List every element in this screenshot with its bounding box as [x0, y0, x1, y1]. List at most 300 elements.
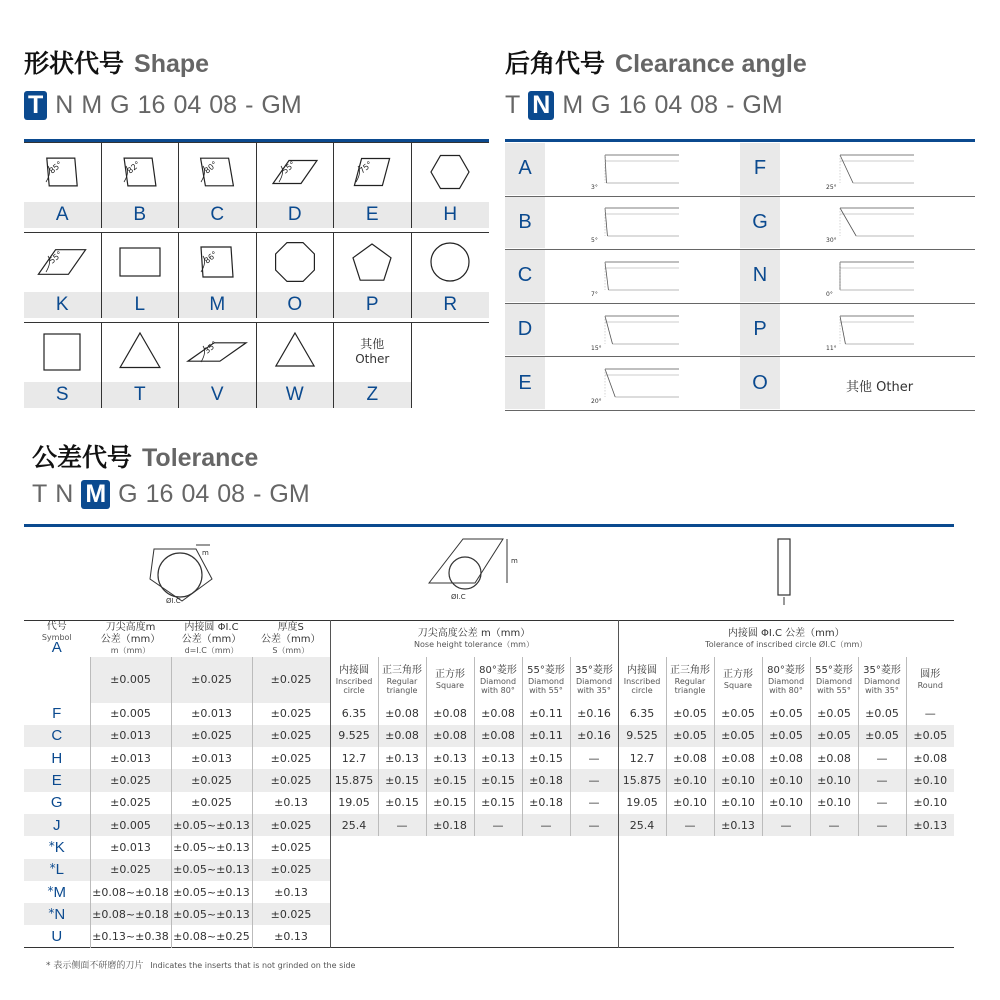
tolerance-title-en: Tolerance — [142, 444, 259, 472]
symbol-cell — [24, 881, 90, 903]
table-cell: ±0.025 — [252, 657, 330, 703]
clearance-letter: D — [505, 304, 545, 356]
symbol-text: G — [50, 794, 63, 812]
table-cell: ±0.025 — [252, 814, 330, 836]
table-cell: ±0.13~±0.38 — [90, 925, 171, 947]
clearance-letter: O — [740, 357, 780, 409]
symbol-text: H — [51, 749, 63, 767]
table-row — [24, 725, 954, 747]
clearance-title-en: Clearance angle — [615, 50, 807, 78]
header-cn: 正方形 — [723, 669, 753, 680]
header-en: Inscribed circle — [335, 676, 373, 695]
table-cell: ±0.025 — [252, 725, 330, 747]
shape-outline — [431, 243, 469, 281]
clearance-angle-icon — [591, 312, 681, 352]
table-cell: ±0.05 — [762, 703, 810, 725]
clearance-letter: B — [505, 197, 545, 249]
table-cell: — — [858, 792, 906, 814]
header-cn: 刀尖高度m 公差（mm） — [100, 622, 161, 646]
table-cell: ±0.05 — [810, 703, 858, 725]
shape-cell-label: P — [334, 292, 412, 318]
table-cell — [570, 881, 618, 903]
table-row — [24, 769, 954, 791]
table-cell — [378, 903, 426, 925]
tolerance-rule — [24, 524, 954, 527]
table-cell: ±0.15 — [426, 792, 474, 814]
code-part: 08 — [209, 91, 238, 119]
shape-title-cn: 形状代号 — [24, 49, 125, 78]
table-cell: ±0.13 — [426, 747, 474, 769]
shape-cell-label: S — [24, 382, 102, 408]
table-cell: 25.4 — [618, 814, 666, 836]
shape-cell-label: R — [412, 292, 490, 318]
table-cell — [570, 859, 618, 881]
table-cell — [858, 859, 906, 881]
table-cell: — — [378, 814, 426, 836]
header-en: Regular triangle — [386, 676, 418, 695]
clearance-letter: G — [740, 197, 780, 249]
table-cell: ±0.13 — [906, 814, 954, 836]
table-cell — [522, 836, 570, 858]
code-part: GM — [261, 91, 302, 119]
shape-outline — [276, 333, 314, 366]
table-cell: — — [522, 814, 570, 836]
symbol-text: M — [53, 883, 66, 901]
table-cell — [762, 881, 810, 903]
tolerance-code — [32, 480, 318, 509]
table-cell — [906, 903, 954, 925]
table-cell — [666, 836, 714, 858]
shape-outline — [120, 248, 160, 276]
symbol-cell — [24, 769, 90, 791]
table-header-cell — [474, 657, 522, 703]
header-cn: 圆形 — [920, 669, 941, 680]
footnote-en: Indicates the inserts that is not grinded on the side — [150, 961, 356, 970]
table-cell: ±0.13 — [714, 814, 762, 836]
clearance-angle-icon — [826, 258, 916, 298]
shape-grid — [24, 142, 489, 412]
table-cell: ±0.08 — [378, 725, 426, 747]
shape-cell-label: Z — [334, 382, 412, 408]
clearance-letter: C — [505, 250, 545, 302]
clearance-angle-icon — [591, 204, 681, 244]
angle-label: 82° — [125, 159, 142, 176]
header-cn: 80°菱形 — [479, 664, 517, 676]
shape-cell — [24, 322, 102, 382]
table-cell — [714, 881, 762, 903]
table-cell: ±0.025 — [252, 903, 330, 925]
table-cell — [426, 836, 474, 858]
table-cell: ±0.10 — [906, 769, 954, 791]
table-cell — [426, 903, 474, 925]
table-row — [24, 747, 954, 769]
code-part: T — [32, 480, 48, 508]
table-cell: ±0.18 — [522, 769, 570, 791]
table-cell: ±0.05 — [810, 725, 858, 747]
table-cell: ±0.10 — [906, 792, 954, 814]
grid-row-border — [24, 322, 489, 323]
clearance-title — [505, 44, 807, 80]
thickness-diagram — [770, 535, 800, 610]
table-header-cell — [810, 657, 858, 703]
table-cell: ±0.05 — [714, 703, 762, 725]
table-cell — [714, 836, 762, 858]
shape-s-icon — [32, 327, 92, 377]
table-cell: ±0.05~±0.13 — [171, 859, 252, 881]
table-cell: — — [810, 814, 858, 836]
ic-label: ØI.C — [166, 597, 181, 605]
table-cell: ±0.05 — [906, 725, 954, 747]
header-cn: 内接圆 — [627, 664, 657, 676]
footnote — [46, 958, 355, 971]
table-cell: ±0.025 — [252, 703, 330, 725]
table-cell: 9.525 — [618, 725, 666, 747]
m-label: m — [202, 549, 209, 557]
clearance-angle-label: 5° — [591, 237, 598, 245]
code-part: 16 — [618, 91, 647, 119]
table-cell: ±0.08~±0.25 — [171, 925, 252, 947]
code-part: N — [528, 91, 554, 120]
table-cell: ±0.025 — [171, 657, 252, 703]
table-cell — [522, 925, 570, 947]
table-cell: ±0.013 — [171, 747, 252, 769]
table-cell — [810, 925, 858, 947]
header-en: Diamond with 55° — [527, 676, 565, 695]
shape-a-icon — [32, 147, 92, 197]
header-en: Diamond with 80° — [767, 676, 805, 695]
table-cell: — — [762, 814, 810, 836]
table-header-cell — [171, 621, 252, 657]
clearance-angle-icon — [826, 151, 916, 191]
table-cell: ±0.11 — [522, 703, 570, 725]
table-cell: ±0.08 — [426, 703, 474, 725]
table-cell — [426, 859, 474, 881]
header-en: Symbol — [41, 633, 72, 642]
table-cell: ±0.05~±0.13 — [171, 814, 252, 836]
table-cell — [474, 925, 522, 947]
table-cell — [810, 859, 858, 881]
shape-cell-label: T — [102, 382, 180, 408]
header-en: Nose height tolerance（mm） — [414, 640, 534, 650]
star-mark: * — [49, 861, 56, 876]
clearance-angle-icon — [591, 365, 681, 405]
inscribed-circle-2 — [449, 557, 481, 589]
symbol-cell — [24, 859, 90, 881]
header-en: Regular triangle — [674, 676, 706, 695]
shape-w-icon — [265, 327, 325, 377]
table-header-cell — [714, 657, 762, 703]
header-en: Inscribed circle — [623, 676, 661, 695]
clearance-angle-label: 20° — [591, 398, 602, 406]
m-label-2: m — [511, 557, 518, 565]
table-cell: ±0.16 — [570, 725, 618, 747]
table-cell — [378, 836, 426, 858]
table-cell: ±0.025 — [171, 725, 252, 747]
clearance-other: 其他 Other — [846, 379, 914, 395]
table-cell: — — [570, 814, 618, 836]
table-cell: ±0.08 — [762, 747, 810, 769]
clearance-diagram — [591, 204, 731, 246]
table-cell: — — [858, 769, 906, 791]
clearance-diagram — [591, 257, 731, 299]
table-cell: ±0.013 — [90, 725, 171, 747]
table-cell: ±0.05~±0.13 — [171, 903, 252, 925]
clearance-angle-icon — [826, 204, 916, 244]
table-cell: ±0.05 — [714, 725, 762, 747]
table-row — [24, 925, 954, 947]
shape-cell — [102, 232, 180, 292]
table-cell: 19.05 — [330, 792, 378, 814]
header-cn: 80°菱形 — [767, 664, 805, 676]
shape-b-icon — [110, 147, 170, 197]
table-cell — [618, 881, 666, 903]
table-cell: ±0.15 — [378, 792, 426, 814]
table-cell — [474, 881, 522, 903]
clearance-line — [840, 155, 853, 183]
table-cell: ±0.025 — [90, 769, 171, 791]
symbol-text: F — [52, 705, 62, 723]
grid-row-border — [24, 142, 489, 143]
clearance-line — [605, 369, 615, 397]
shape-cell-label: O — [257, 292, 335, 318]
table-cell — [714, 903, 762, 925]
triangle-tolerance-diagram — [140, 535, 230, 610]
table-cell: ±0.08 — [426, 725, 474, 747]
code-part: - — [245, 91, 254, 119]
table-header-cell — [762, 657, 810, 703]
header-cn: 内接圆 — [339, 664, 369, 676]
code-part: - — [253, 480, 262, 508]
table-row — [24, 903, 954, 925]
clearance-grid — [505, 142, 975, 412]
table-cell: ±0.013 — [90, 747, 171, 769]
table-cell: ±0.15 — [378, 769, 426, 791]
table-cell: ±0.13 — [252, 881, 330, 903]
shape-cell — [179, 322, 257, 382]
table-cell: ±0.15 — [426, 769, 474, 791]
header-en: Diamond with 35° — [863, 676, 901, 695]
header-cn: 内接圆 ΦI.C 公差（mm） — [727, 628, 845, 640]
shape-cell — [24, 142, 102, 202]
table-header-cell — [666, 657, 714, 703]
table-cell: ±0.08 — [810, 747, 858, 769]
clearance-line — [605, 208, 607, 236]
table-row — [24, 703, 954, 725]
table-cell — [666, 881, 714, 903]
table-cell: ±0.05~±0.13 — [171, 881, 252, 903]
table-cell — [426, 925, 474, 947]
shape-outline — [44, 334, 80, 370]
table-cell: ±0.08~±0.18 — [90, 881, 171, 903]
angle-label: 55° — [280, 159, 297, 176]
table-row — [24, 859, 954, 881]
table-cell: ±0.025 — [252, 836, 330, 858]
shape-outline — [39, 250, 86, 275]
table-cell — [474, 859, 522, 881]
shape-cell — [102, 142, 180, 202]
table-cell: ±0.11 — [522, 725, 570, 747]
clearance-title-cn: 后角代号 — [505, 49, 606, 78]
table-cell: — — [858, 747, 906, 769]
code-part: GM — [269, 480, 310, 508]
symbol-cell — [24, 792, 90, 814]
table-cell: ±0.025 — [90, 792, 171, 814]
shape-cell — [257, 322, 335, 382]
table-cell: ±0.10 — [810, 792, 858, 814]
code-part: 04 — [181, 480, 210, 508]
clearance-letter: A — [505, 143, 545, 195]
clearance-diagram — [826, 257, 966, 299]
code-part: T — [24, 91, 47, 120]
diamond-tolerance-diagram — [425, 535, 525, 610]
clearance-line — [840, 316, 845, 344]
header-cn: 55°菱形 — [527, 664, 565, 676]
table-cell — [330, 881, 378, 903]
table-cell — [330, 859, 378, 881]
symbol-text: J — [53, 816, 61, 834]
shape-c-icon — [187, 147, 247, 197]
table-cell: ±0.08 — [378, 703, 426, 725]
table-cell: ±0.005 — [90, 703, 171, 725]
table-cell — [810, 903, 858, 925]
thickness-rect — [778, 539, 790, 595]
shape-cell — [102, 322, 180, 382]
table-header-cell — [330, 657, 378, 703]
code-part: - — [726, 91, 735, 119]
header-en: m（mm） — [110, 646, 151, 656]
shape-k-icon — [32, 237, 92, 287]
table-row — [24, 836, 954, 858]
table-cell: — — [666, 814, 714, 836]
table-cell: 12.7 — [618, 747, 666, 769]
table-row — [24, 792, 954, 814]
header-cn: 35°菱形 — [575, 664, 613, 676]
table-header-cell — [618, 621, 954, 657]
shape-cell — [179, 232, 257, 292]
header-cn: 厚度S 公差（mm） — [261, 622, 321, 646]
code-part: N — [55, 91, 74, 119]
clearance-angle-label: 7° — [591, 290, 598, 298]
table-header-cell — [906, 657, 954, 703]
code-part: 08 — [690, 91, 719, 119]
shape-title — [24, 44, 209, 80]
tolerance-title — [32, 438, 258, 474]
table-cell: ±0.10 — [714, 792, 762, 814]
table-cell: 25.4 — [330, 814, 378, 836]
header-en: S（mm） — [272, 646, 310, 656]
table-cell — [666, 903, 714, 925]
table-header-cell — [252, 621, 330, 657]
table-cell: 15.875 — [618, 769, 666, 791]
angle-label: 85° — [47, 159, 65, 176]
table-cell — [618, 925, 666, 947]
shape-t-icon — [110, 327, 170, 377]
table-cell: ±0.05 — [858, 725, 906, 747]
shape-cell-label: W — [257, 382, 335, 408]
table-cell — [474, 903, 522, 925]
table-header-cell — [330, 621, 618, 657]
table-cell: 9.525 — [330, 725, 378, 747]
table-cell: ±0.15 — [474, 792, 522, 814]
table-cell: 19.05 — [618, 792, 666, 814]
star-mark: * — [48, 905, 55, 920]
shape-cell — [179, 142, 257, 202]
table-cell — [858, 903, 906, 925]
table-header-cell — [426, 657, 474, 703]
table-cell: ±0.18 — [522, 792, 570, 814]
header-cn: 正三角形 — [670, 664, 710, 676]
code-part: GM — [742, 91, 783, 119]
table-cell: ±0.13 — [252, 925, 330, 947]
table-cell: ±0.10 — [762, 769, 810, 791]
symbol-text: E — [51, 772, 62, 790]
table-cell — [570, 903, 618, 925]
table-cell — [666, 859, 714, 881]
header-cn: 代号 — [46, 621, 67, 632]
clearance-diagram — [591, 150, 731, 192]
table-cell: ±0.05~±0.13 — [171, 836, 252, 858]
code-part: 08 — [217, 480, 246, 508]
angle-label: 35° — [202, 339, 220, 356]
table-cell: — — [570, 747, 618, 769]
table-cell: ±0.08 — [666, 747, 714, 769]
table-cell — [762, 859, 810, 881]
footnote-cn: * 表示侧面不研磨的刀片 — [46, 961, 144, 971]
shape-cell — [334, 232, 412, 292]
angle-label: 75° — [357, 159, 375, 176]
shape-m-icon — [187, 237, 247, 287]
symbol-text: K — [54, 838, 65, 856]
clearance-letter: F — [740, 143, 780, 195]
clearance-diagram — [826, 364, 966, 406]
header-en: Diamond with 55° — [815, 676, 853, 695]
table-cell: ±0.08 — [906, 747, 954, 769]
table-header-cell — [378, 657, 426, 703]
symbol-text: L — [55, 861, 64, 879]
table-cell: 6.35 — [618, 703, 666, 725]
code-part: G — [118, 480, 138, 508]
table-cell: — — [858, 814, 906, 836]
shape-d-icon — [265, 147, 325, 197]
clearance-diagram — [591, 364, 731, 406]
shape-cell-label: H — [412, 202, 490, 228]
table-cell: ±0.08 — [714, 747, 762, 769]
shape-p-icon — [342, 237, 402, 287]
clearance-line — [840, 208, 856, 236]
table-cell: ±0.08~±0.18 — [90, 903, 171, 925]
table-cell: — — [570, 792, 618, 814]
code-part: M — [81, 91, 103, 119]
header-cn: 55°菱形 — [815, 664, 853, 676]
symbol-cell — [24, 903, 90, 925]
table-cell: ±0.013 — [90, 836, 171, 858]
shape-outline — [120, 333, 160, 368]
clearance-diagram — [591, 311, 731, 353]
code-part: 16 — [145, 480, 174, 508]
grid-row-border — [24, 232, 489, 233]
other-shape-text — [355, 337, 389, 367]
table-cell: ±0.05 — [666, 703, 714, 725]
clearance-letter: N — [740, 250, 780, 302]
table-cell: ±0.013 — [171, 703, 252, 725]
symbol-a: A — [51, 639, 62, 656]
table-cell: ±0.005 — [90, 657, 171, 703]
table-header-cell — [90, 621, 171, 657]
clearance-angle-label: 3° — [591, 183, 598, 191]
table-cell — [378, 925, 426, 947]
shape-cell-label: C — [179, 202, 257, 228]
table-cell: ±0.025 — [252, 769, 330, 791]
